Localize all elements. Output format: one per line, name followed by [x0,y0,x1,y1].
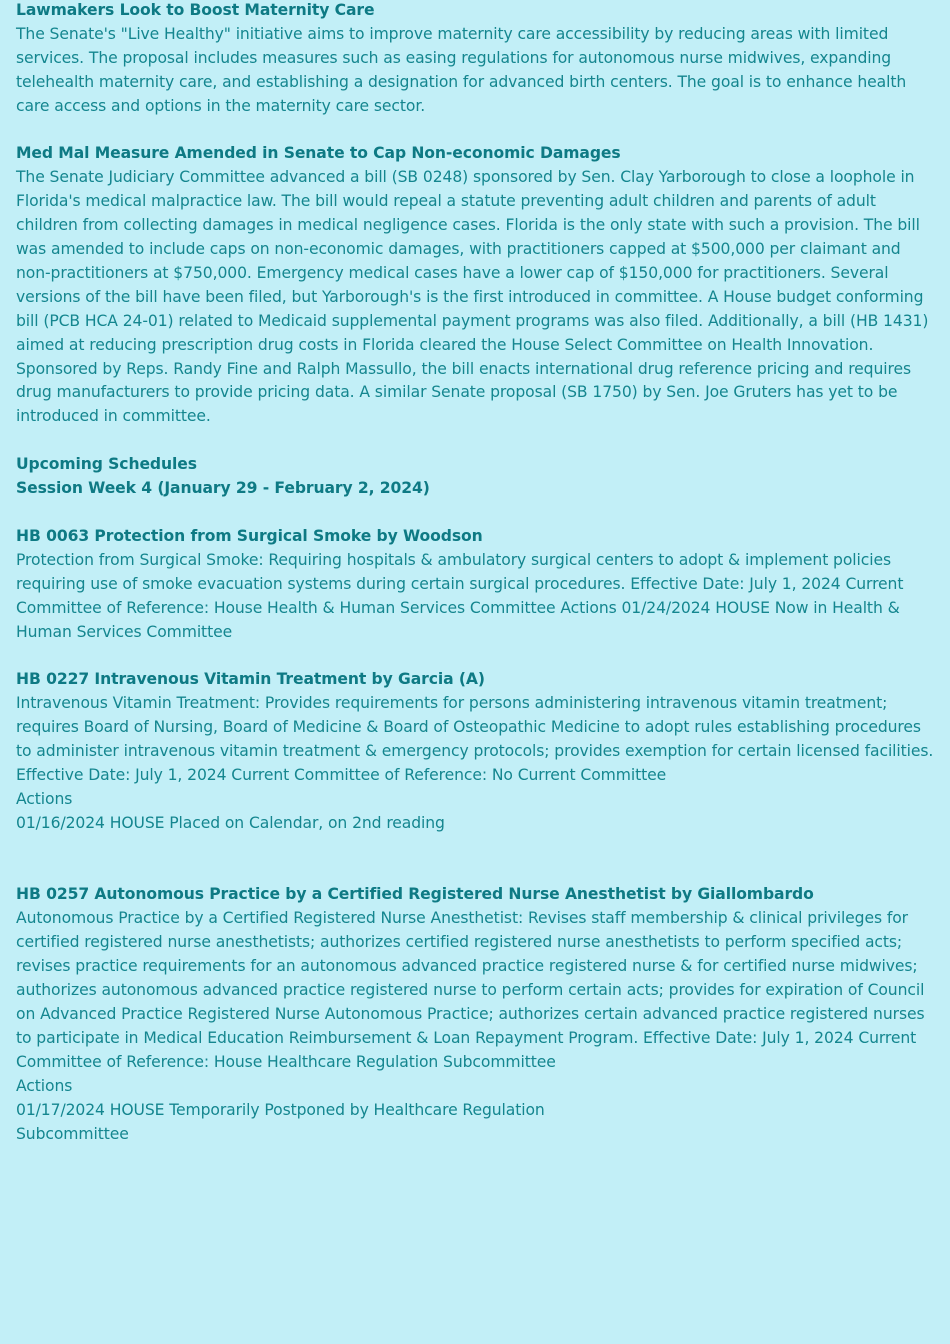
article-body-maternity-care: The Senate's "Live Healthy" initiative aims to improve maternity care accessibility by reducing areas with limited services. The proposal includes measures such as easing regulations for autonomous nurse midwives, expanding telehealth maternity care, and establishing a designation for advanced birth centers. The goal is to enhance health care access and options in the maternity care sector. [16,24,907,115]
bill-title-hb0063: HB 0063 Protection from Surgical Smoke by Woodson [16,526,483,545]
session-week-heading: Session Week 4 (January 29 - February 2, 2024) [16,479,430,498]
bill-actions-label-hb0227: Actions [16,789,73,808]
bill-action-hb0227: 01/16/2024 HOUSE Placed on Calendar, on 2nd reading [16,813,445,832]
bill-action-line2-hb0257: Subcommittee [16,1124,129,1143]
bill-title-hb0227: HB 0227 Intravenous Vitamin Treatment by Garcia (A) [16,670,485,689]
spacer [16,644,936,668]
bill-actions-label-hb0257: Actions [16,1076,73,1095]
bill-action-line1-hb0257: 01/17/2024 HOUSE Temporarily Postponed by Healthcare Regulation [16,1100,545,1119]
article-body-med-mal: The Senate Judiciary Committee advanced a bill (SB 0248) sponsored by Sen. Clay Yarborough to close a loophole in Florida's medical malpractice law. The bill would repeal a statute preventing adult children and parents of adult children from collecting damages in medical negligence cases. Florida is the only state with such a provision. The bill was amended to include caps on non-economic damages, with practitioners capped at $500,000 per claimant and non-practitioners at $750,000. Emergency medical cases have a lower cap of $150,000 for practitioners. Several versions of the bill have been filed, but Yarborough's is the first introduced in committee. A House budget conforming bill (PCB HCA 24-01) related to Medicaid supplemental payment programs was also filed. Additionally, a bill (HB 1431) aimed at reducing prescription drug costs in Florida cleared the House Select Committee on Health Innovation. Sponsored by Reps. Randy Fine and Ralph Massullo, the bill enacts international drug reference pricing and requires drug manufacturers to provide pricing data. A similar Senate proposal (SB 1750) by Sen. Joe Gruters has yet to be introduced in committee. [16,168,929,426]
bill-body-hb0063: Protection from Surgical Smoke: Requiring hospitals & ambulatory surgical centers to adopt & implement policies requiring use of smoke evacuation systems during certain surgical procedures. Effective Date: July 1, 2024 Current Committee of Reference: House Health & Human Services Committee Actions 01/24/2024 HOUSE Now in Health & Human Services Committee [16,550,904,641]
bill-body-hb0257: Autonomous Practice by a Certified Registered Nurse Anesthetist: Revises staff membership & clinical privileges for certified registered nurse anesthetists; authorizes certified registered nurse anesthetists to perform specified acts; revises practice requirements for an autonomous advanced practice registered nurse & for certified nurse midwives; authorizes autonomous advanced practice registered nurse to perform certain acts; provides for expiration of Council on Advanced Practice Registered Nurse Autonomous Practice; authorizes certain advanced practice registered nurses to participate in Medical Education Reimbursement & Loan Repayment Program. Effective Date: July 1, 2024 Current Committee of Reference: House Healthcare Regulation Subcommittee [16,909,925,1071]
bill-body-hb0227: Intravenous Vitamin Treatment: Provides requirements for persons administering intravenous vitamin treatment; requires Board of Nursing, Board of Medicine & Board of Osteopathic Medicine to adopt rules establishing procedures to administer intravenous vitamin treatment & emergency protocols; provides exemption for certain licensed facilities. Effective Date: July 1, 2024 Current Committee of Reference: No Current Committee [16,694,934,784]
spacer [16,501,936,525]
article-title-maternity-care: Lawmakers Look to Boost Maternity Care [16,1,375,19]
schedules-heading: Upcoming Schedules [16,455,197,474]
bill-title-hb0257: HB 0257 Autonomous Practice by a Certified Registered Nurse Anesthetist by Giallombardo [16,885,814,904]
spacer [16,119,936,143]
article-title-med-mal: Med Mal Measure Amended in Senate to Cap Non-economic Damages [16,144,621,163]
spacer [16,429,936,453]
spacer [16,836,936,884]
